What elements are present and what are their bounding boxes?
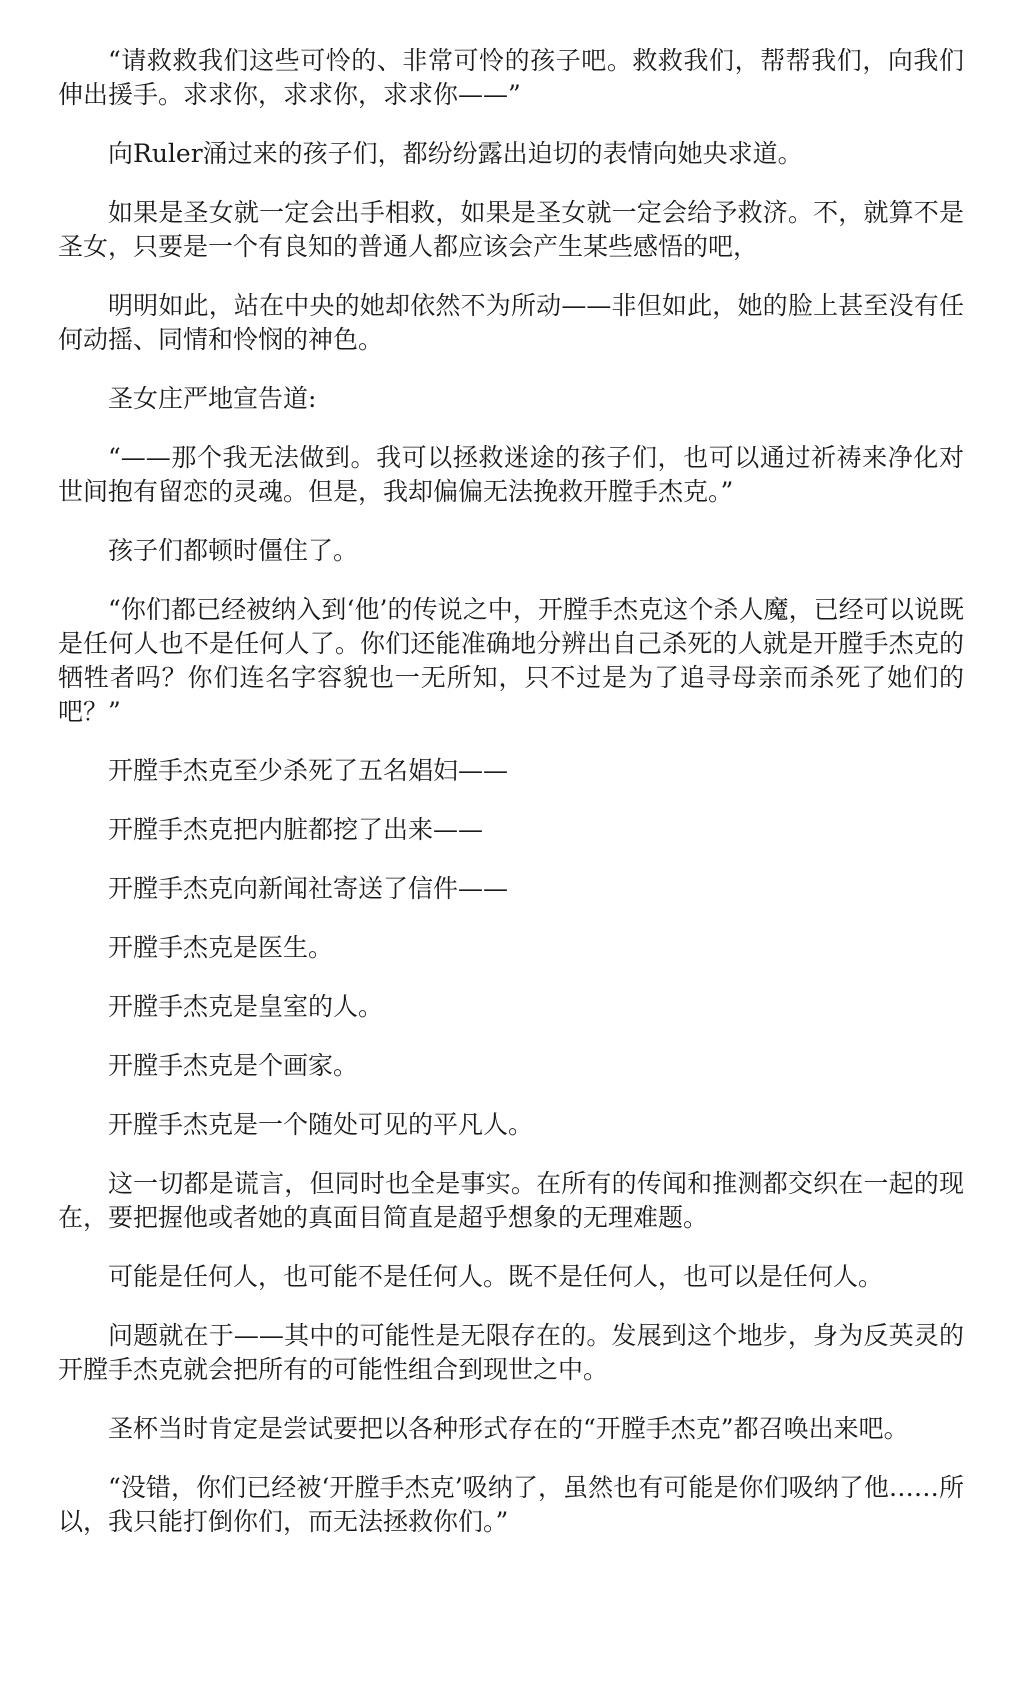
paragraph: 这一切都是谎言，但同时也全是事实。在所有的传闻和推测都交织在一起的现在，要把握他或者她的真面目简直是超乎想象的无理难题。	[58, 1169, 964, 1232]
paragraph: 如果是圣女就一定会出手相救，如果是圣女就一定会给予救济。不，就算不是圣女，只要是一个有良知的普通人都应该会产生某些感悟的吧，	[58, 198, 964, 261]
paragraph: 开膛手杰克是个画家。	[108, 1051, 359, 1080]
paragraph: 明明如此，站在中央的她却依然不为所动——非但如此，她的脸上甚至没有任何动摇、同情和怜悯的神色。	[58, 291, 964, 354]
document-body	[58, 44, 964, 1564]
paragraph: “没错，你们已经被‘开膛手杰克’吸纳了，虽然也有可能是你们吸纳了他……所以，我只能打倒你们，而无法拯救你们。”	[58, 1473, 964, 1536]
paragraph: 开膛手杰克是一个随处可见的平凡人。	[108, 1110, 534, 1139]
paragraph: 圣女庄严地宣告道:	[108, 384, 317, 413]
paragraph: 开膛手杰克向新闻社寄送了信件——	[108, 874, 509, 903]
paragraph: 向Ruler涌过来的孩子们，都纷纷露出迫切的表情向她央求道。	[108, 139, 803, 168]
paragraph: “请救救我们这些可怜的、非常可怜的孩子吧。救救我们，帮帮我们，向我们伸出援手。求求你，求求你，求求你——”	[58, 46, 964, 109]
paragraph: 圣杯当时肯定是尝试要把以各种形式存在的“开膛手杰克”都召唤出来吧。	[108, 1414, 909, 1443]
paragraph: 可能是任何人，也可能不是任何人。既不是任何人，也可以是任何人。	[108, 1262, 884, 1291]
paragraph: 开膛手杰克是皇室的人。	[108, 992, 384, 1021]
paragraph: 问题就在于——其中的可能性是无限存在的。发展到这个地步，身为反英灵的开膛手杰克就会把所有的可能性组合到现世之中。	[58, 1321, 964, 1384]
paragraph: 孩子们都顿时僵住了。	[108, 536, 359, 565]
paragraph: 开膛手杰克至少杀死了五名娼妇——	[108, 756, 509, 785]
paragraph: “你们都已经被纳入到‘他’的传说之中，开膛手杰克这个杀人魔，已经可以说既是任何人也不是任何人了。你们还能准确地分辨出自己杀死的人就是开膛手杰克的牺牲者吗？你们连名字容貌也一无所知，只不过是为了追寻母亲而杀死了她们的吧？”	[58, 595, 964, 726]
paragraph: “——那个我无法做到。我可以拯救迷途的孩子们，也可以通过祈祷来净化对世间抱有留恋的灵魂。但是，我却偏偏无法挽救开膛手杰克。”	[58, 443, 964, 506]
paragraph: 开膛手杰克是医生。	[108, 933, 334, 962]
paragraph: 开膛手杰克把内脏都挖了出来——	[108, 815, 484, 844]
